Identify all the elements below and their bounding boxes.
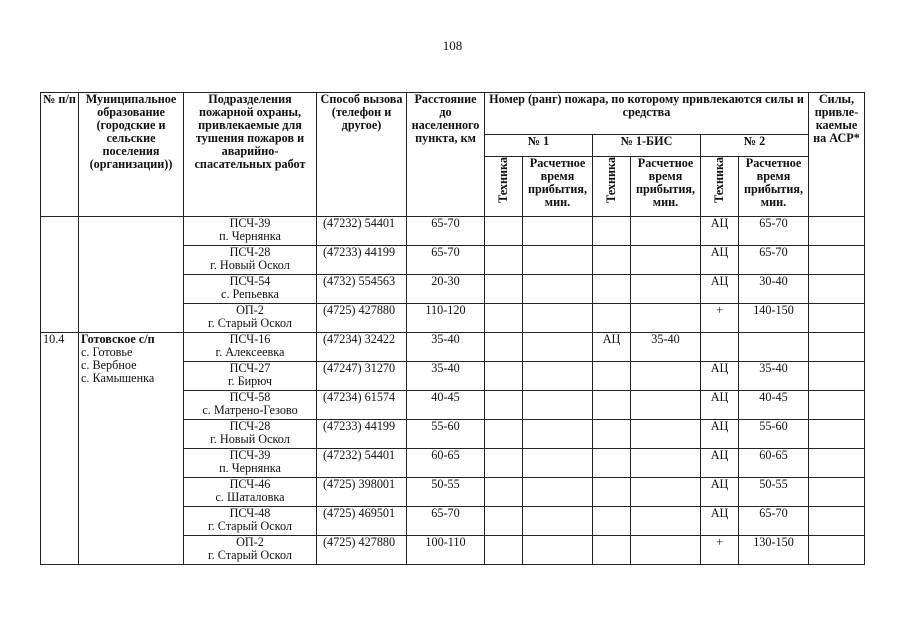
tech-1bis-cell [593, 536, 631, 565]
tech-2-cell [701, 333, 739, 362]
tech-2-cell: АЦ [701, 217, 739, 246]
unit-location: г. Старый Оскол [208, 548, 292, 562]
tech-1bis-cell [593, 304, 631, 333]
unit-name: ПСЧ-27 [229, 361, 271, 375]
asr-cell [809, 304, 865, 333]
unit-location: г. Алексеевка [215, 345, 285, 359]
distance-cell: 60-65 [407, 449, 485, 478]
time-2-cell [739, 333, 809, 362]
tech-1bis-cell [593, 362, 631, 391]
header-municipality: Муниципальное образование (городские и сельские поселения (организации)) [79, 93, 184, 217]
phone-cell: (4732) 554563 [317, 275, 407, 304]
unit-name: ПСЧ-39 [229, 216, 271, 230]
tech-2-cell: АЦ [701, 449, 739, 478]
tech-1bis-cell [593, 449, 631, 478]
unit-name: ПСЧ-16 [229, 332, 271, 346]
time-2-cell: 65-70 [739, 217, 809, 246]
unit-cell [184, 478, 317, 507]
municipality-title: Готовское с/п [81, 332, 155, 346]
settlement-name: с. Готовье [81, 345, 133, 359]
time-2-cell: 40-45 [739, 391, 809, 420]
unit-cell [184, 391, 317, 420]
tech-1-cell [485, 275, 523, 304]
fire-forces-table [40, 92, 865, 565]
tech-1-cell [485, 217, 523, 246]
header-tech-2: Техника [701, 157, 739, 217]
time-2-cell: 65-70 [739, 246, 809, 275]
unit-location: г. Бирюч [227, 374, 273, 388]
tech-1-cell [485, 420, 523, 449]
distance-cell: 20-30 [407, 275, 485, 304]
asr-cell [809, 246, 865, 275]
tech-1-cell [485, 478, 523, 507]
distance-cell: 50-55 [407, 478, 485, 507]
time-1bis-cell [631, 536, 701, 565]
header-call: Способ вызова (телефон и другое) [317, 93, 407, 217]
asr-cell [809, 420, 865, 449]
header-rank-1: № 1 [485, 135, 593, 157]
time-1bis-cell [631, 449, 701, 478]
tech-2-cell: АЦ [701, 362, 739, 391]
time-2-cell: 30-40 [739, 275, 809, 304]
distance-cell: 55-60 [407, 420, 485, 449]
tech-1-cell [485, 391, 523, 420]
distance-cell: 35-40 [407, 362, 485, 391]
time-1bis-cell [631, 304, 701, 333]
header-num: № п/п [41, 93, 79, 217]
unit-location: г. Старый Оскол [208, 316, 292, 330]
distance-cell: 65-70 [407, 507, 485, 536]
unit-cell [184, 362, 317, 391]
unit-location: п. Чернянка [219, 461, 281, 475]
time-2-cell: 65-70 [739, 507, 809, 536]
unit-cell [184, 217, 317, 246]
time-1-cell [523, 391, 593, 420]
tech-1bis-cell [593, 391, 631, 420]
time-1bis-cell [631, 362, 701, 391]
time-2-cell: 60-65 [739, 449, 809, 478]
asr-cell [809, 478, 865, 507]
time-1-cell [523, 217, 593, 246]
phone-cell: (47233) 44199 [317, 246, 407, 275]
time-2-cell: 50-55 [739, 478, 809, 507]
asr-cell [809, 275, 865, 304]
unit-name: ПСЧ-54 [229, 274, 271, 288]
time-2-cell: 35-40 [739, 362, 809, 391]
time-1bis-cell [631, 217, 701, 246]
municipality-cell [79, 333, 184, 565]
table-row [41, 333, 865, 362]
phone-cell: (47234) 61574 [317, 391, 407, 420]
tech-1bis-cell [593, 217, 631, 246]
phone-cell: (47234) 32422 [317, 333, 407, 362]
phone-cell: (4725) 469501 [317, 507, 407, 536]
tech-2-cell: + [701, 304, 739, 333]
unit-name: ПСЧ-39 [229, 448, 271, 462]
header-tech-1: Техника [485, 157, 523, 217]
time-1bis-cell [631, 478, 701, 507]
distance-cell: 110-120 [407, 304, 485, 333]
unit-cell [184, 420, 317, 449]
time-1-cell [523, 420, 593, 449]
tech-1-cell [485, 449, 523, 478]
header-rank-group: Номер (ранг) пожара, по которому привлекаются силы и средства [485, 93, 809, 135]
time-2-cell: 140-150 [739, 304, 809, 333]
asr-cell [809, 507, 865, 536]
distance-cell: 40-45 [407, 391, 485, 420]
time-1bis-cell [631, 391, 701, 420]
distance-cell: 65-70 [407, 246, 485, 275]
phone-cell: (47232) 54401 [317, 449, 407, 478]
unit-location: г. Новый Оскол [210, 258, 290, 272]
header-time-1: Расчетное время прибытия, мин. [523, 157, 593, 217]
tech-1-cell [485, 507, 523, 536]
header-distance: Расстояние до населенного пункта, км [407, 93, 485, 217]
time-1-cell [523, 478, 593, 507]
tech-2-cell: АЦ [701, 275, 739, 304]
phone-cell: (47232) 54401 [317, 217, 407, 246]
tech-2-cell: АЦ [701, 507, 739, 536]
time-1-cell [523, 507, 593, 536]
unit-cell [184, 507, 317, 536]
asr-cell [809, 391, 865, 420]
asr-cell [809, 449, 865, 478]
asr-cell [809, 217, 865, 246]
phone-cell: (4725) 398001 [317, 478, 407, 507]
time-1bis-cell [631, 420, 701, 449]
unit-name: ПСЧ-48 [229, 506, 271, 520]
tech-2-cell: АЦ [701, 478, 739, 507]
header-unit: Подразделения пожарной охраны, привлекаемые для тушения пожаров и аварийно-спасательных работ [184, 93, 317, 217]
settlement-name: с. Вербное [81, 358, 137, 372]
unit-location: с. Репьевка [221, 287, 279, 301]
tech-1bis-cell [593, 507, 631, 536]
unit-cell [184, 246, 317, 275]
time-1bis-cell [631, 275, 701, 304]
phone-cell: (47247) 31270 [317, 362, 407, 391]
unit-name: ОП-2 [236, 535, 264, 549]
tech-1-cell [485, 536, 523, 565]
header-rank-1bis: № 1-БИС [593, 135, 701, 157]
unit-location: г. Новый Оскол [210, 432, 290, 446]
time-1-cell [523, 246, 593, 275]
unit-name: ПСЧ-46 [229, 477, 271, 491]
distance-cell: 100-110 [407, 536, 485, 565]
unit-location: с. Матрено-Гезово [202, 403, 298, 417]
header-asr: Силы, привле-каемые на АСР* [809, 93, 865, 217]
tech-1-cell [485, 246, 523, 275]
unit-cell [184, 449, 317, 478]
time-1-cell [523, 449, 593, 478]
time-1-cell [523, 362, 593, 391]
asr-cell [809, 333, 865, 362]
unit-name: ПСЧ-28 [229, 419, 271, 433]
unit-name: ОП-2 [236, 303, 264, 317]
phone-cell: (47233) 44199 [317, 420, 407, 449]
time-1bis-cell: 35-40 [631, 333, 701, 362]
tech-1-cell [485, 304, 523, 333]
tech-1bis-cell [593, 246, 631, 275]
unit-cell [184, 536, 317, 565]
page-number: 108 [442, 38, 463, 53]
tech-2-cell: АЦ [701, 391, 739, 420]
municipality-cell [79, 217, 184, 333]
unit-location: с. Шаталовка [215, 490, 285, 504]
time-1bis-cell [631, 507, 701, 536]
distance-cell: 65-70 [407, 217, 485, 246]
unit-name: ПСЧ-28 [229, 245, 271, 259]
tech-2-cell: + [701, 536, 739, 565]
header-rank-2: № 2 [701, 135, 809, 157]
tech-1bis-cell: АЦ [593, 333, 631, 362]
tech-1-cell [485, 333, 523, 362]
time-1-cell [523, 536, 593, 565]
time-1-cell [523, 275, 593, 304]
time-1bis-cell [631, 246, 701, 275]
tech-1-cell [485, 362, 523, 391]
tech-1bis-cell [593, 420, 631, 449]
row-number [41, 217, 79, 333]
tech-1bis-cell [593, 478, 631, 507]
time-2-cell: 130-150 [739, 536, 809, 565]
distance-cell: 35-40 [407, 333, 485, 362]
time-1-cell [523, 333, 593, 362]
unit-cell [184, 275, 317, 304]
tech-1bis-cell [593, 275, 631, 304]
unit-cell [184, 333, 317, 362]
asr-cell [809, 362, 865, 391]
table-row [41, 217, 865, 246]
row-number: 10.4 [41, 333, 79, 565]
settlement-name: с. Камышенка [81, 371, 155, 385]
tech-2-cell: АЦ [701, 246, 739, 275]
header-time-1bis: Расчетное время прибытия, мин. [631, 157, 701, 217]
phone-cell: (4725) 427880 [317, 304, 407, 333]
header-time-2: Расчетное время прибытия, мин. [739, 157, 809, 217]
unit-location: п. Чернянка [219, 229, 281, 243]
time-1-cell [523, 304, 593, 333]
unit-cell [184, 304, 317, 333]
header-tech-1bis: Техника [593, 157, 631, 217]
unit-name: ПСЧ-58 [229, 390, 271, 404]
asr-cell [809, 536, 865, 565]
time-2-cell: 55-60 [739, 420, 809, 449]
unit-location: г. Старый Оскол [208, 519, 292, 533]
phone-cell: (4725) 427880 [317, 536, 407, 565]
tech-2-cell: АЦ [701, 420, 739, 449]
